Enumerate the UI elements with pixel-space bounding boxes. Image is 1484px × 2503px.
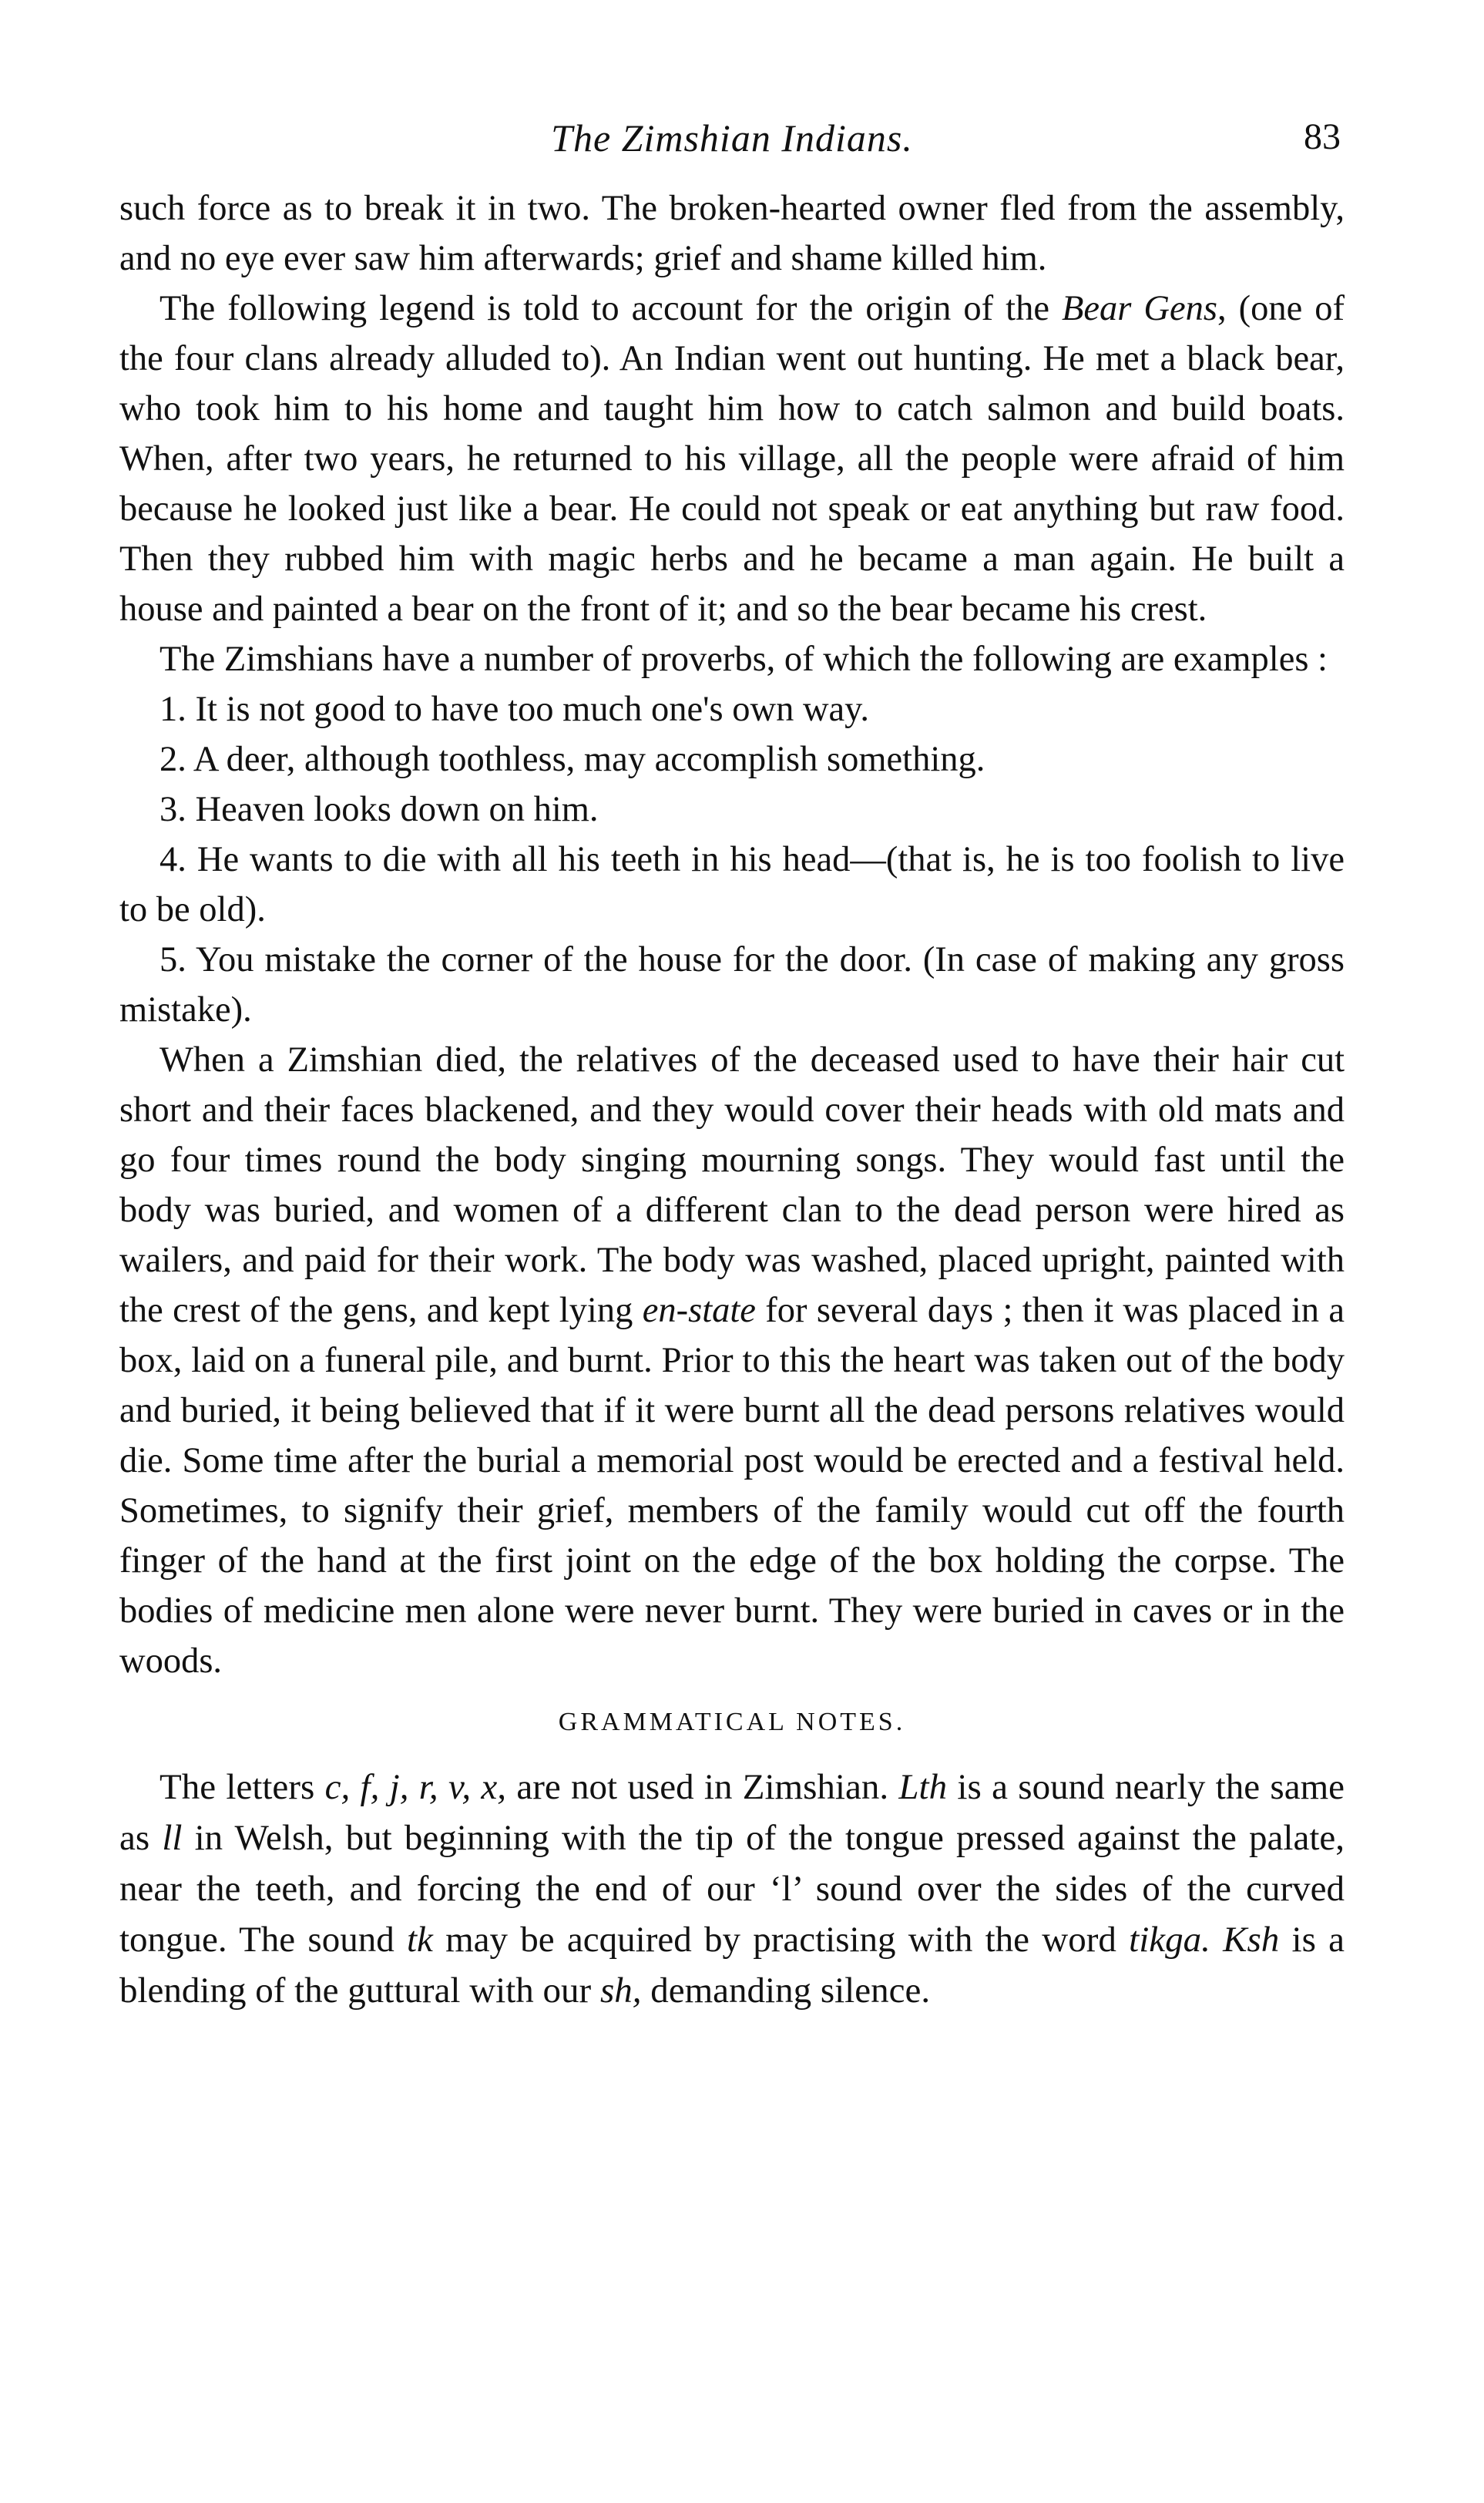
grammar-text: The letters xyxy=(159,1767,325,1807)
funeral-text-2: for several days ; then it was placed in a box, laid on a funeral pile, and burnt. Prior to this the heart was taken out of the body and buried, it being believed that if it were burnt all the dead persons relatives would die. Some time after the burial a memorial post would be erected and a festival held. Sometimes, to signify their grief, members of the family would cut off the fourth finger of the hand at the first joint on the edge of the box holding the corpse. The bodies of medicine men alone were never burnt. They were buried in caves or in the woods. xyxy=(119,1291,1345,1681)
grammar-term-tk: tk xyxy=(406,1920,433,1960)
paragraph-proverbs-intro: The Zimshians have a number of proverbs, of which the following are examples : xyxy=(159,640,1328,679)
grammar-term-tikga: tikga. xyxy=(1129,1920,1210,1960)
proverb-item: 1. It is not good to have too much one's own way. xyxy=(159,690,870,729)
proverb-item: 2. A deer, although toothless, may accomplish something. xyxy=(159,740,985,779)
paragraph-continued: such force as to break it in two. The broken-hearted owner fled from the assembly, and no eye ever saw him afterwards; grief and shame killed him. xyxy=(119,189,1345,278)
grammar-text: is a blending of the guttural with our xyxy=(119,1920,1345,2011)
paragraph-bear-legend xyxy=(119,284,1345,634)
bear-legend-text-1: The following legend is told to account for the origin of the xyxy=(159,289,1062,328)
section-heading: GRAMMATICAL NOTES. xyxy=(558,1708,906,1736)
funeral-text-1: When a Zimshian died, the relatives of the deceased used to have their hair cut short and their faces blackened, and they would cover their heads with old mats and go four times round the body singing mourning songs. They would fast until the body was buried, and women of a different clan to the dead person were hired as wailers, and paid for their work. The body was washed, placed upright, painted with the crest of the gens, and kept lying xyxy=(119,1040,1345,1330)
grammar-term-ll: ll xyxy=(162,1818,183,1858)
running-head xyxy=(123,116,1341,170)
proverb-item: 3. Heaven looks down on him. xyxy=(159,790,599,829)
grammar-letters: c, f, j, r, v, x, xyxy=(324,1767,507,1807)
bear-gens-term: Bear Gens xyxy=(1062,289,1217,328)
grammar-term-lth: Lth xyxy=(898,1767,948,1807)
bear-legend-text-2: , (one of the four clans already alluded to). An Indian went out hunting. He met a black bear, who took him to his home and taught him how to catch salmon and build boats. When, after two years, he returned to his village, all the people were afraid of him because he looked just like a bear. He could not speak or eat anything but raw food. Then they rubbed him with magic herbs and he became a man again. He built a house and painted a bear on the front of it; and so the bear became his crest. xyxy=(119,289,1345,629)
paragraph-funeral-customs xyxy=(119,1035,1345,1686)
grammar-text: is a sound nearly the same as xyxy=(119,1767,1345,1858)
en-state-term: en-state xyxy=(642,1291,756,1330)
page-body xyxy=(119,183,1345,2016)
grammar-text: are not used in Zimshian. xyxy=(506,1767,899,1807)
proverb-item: 5. You mistake the corner of the house for the door. (In case of making any gross mistake). xyxy=(119,940,1345,1030)
grammar-text: in Welsh, but beginning with the tip of the tongue pressed against the palate, near the teeth, and forcing the end of our ‘l’ sound over the sides of the curved tongue. The sound xyxy=(119,1818,1345,1960)
running-title: The Zimshian Indians. xyxy=(551,116,913,160)
grammar-text: demanding silence. xyxy=(641,1970,931,2011)
grammar-text xyxy=(1210,1920,1223,1960)
grammar-term-ksh: Ksh xyxy=(1223,1920,1280,1960)
grammar-term-sh: sh, xyxy=(599,1970,642,2011)
page-number: 83 xyxy=(1304,116,1341,157)
paragraph-grammar xyxy=(119,1762,1345,2016)
proverb-item: 4. He wants to die with all his teeth in his head—(that is, he is too foolish to live to be old). xyxy=(119,840,1345,929)
grammar-text: may be acquired by practising with the word xyxy=(432,1920,1130,1960)
